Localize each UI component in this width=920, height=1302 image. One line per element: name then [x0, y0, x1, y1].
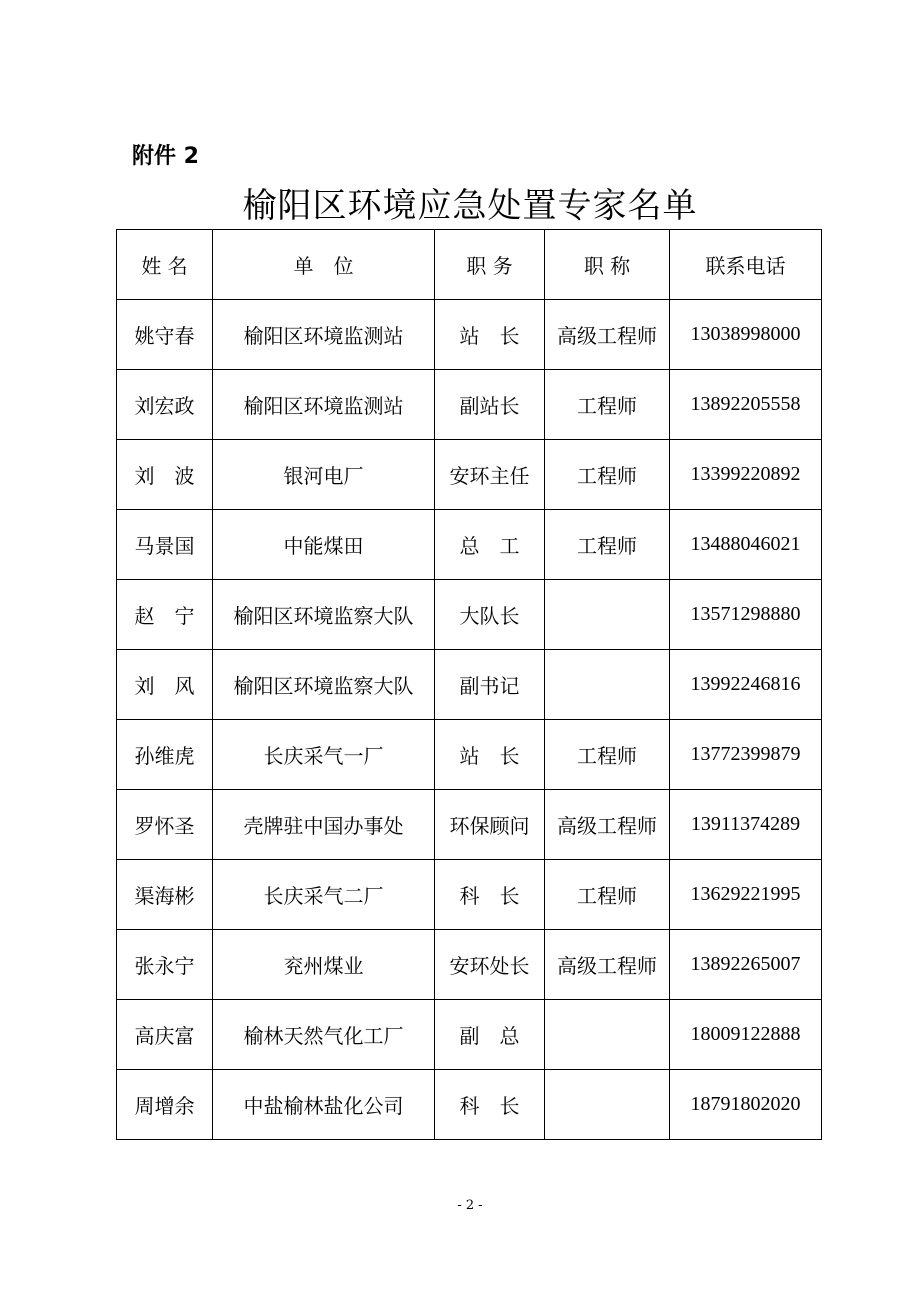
cell-unit: 榆阳区环境监察大队	[213, 580, 435, 650]
expert-table	[116, 229, 822, 1140]
page-number: - 2 -	[457, 1198, 483, 1213]
cell-unit: 榆林天然气化工厂	[213, 1000, 435, 1070]
header-unit: 单 位	[213, 230, 435, 300]
table-row	[117, 300, 822, 370]
attachment-label: 附件 2	[132, 144, 199, 169]
cell-name: 姚守春	[117, 300, 213, 370]
cell-duty: 科 长	[435, 1070, 545, 1140]
cell-name: 刘宏政	[117, 370, 213, 440]
cell-title	[545, 650, 670, 720]
cell-unit: 兖州煤业	[213, 930, 435, 1000]
table-row	[117, 790, 822, 860]
cell-title: 高级工程师	[545, 930, 670, 1000]
table-row	[117, 1000, 822, 1070]
header-duty: 职 务	[435, 230, 545, 300]
cell-title	[545, 580, 670, 650]
cell-name: 罗怀圣	[117, 790, 213, 860]
cell-title: 工程师	[545, 860, 670, 930]
cell-unit: 中盐榆林盐化公司	[213, 1070, 435, 1140]
cell-duty: 站 长	[435, 720, 545, 790]
cell-title: 工程师	[545, 370, 670, 440]
cell-duty: 安环处长	[435, 930, 545, 1000]
cell-phone: 13772399879	[670, 720, 822, 790]
document-title: 榆阳区环境应急处置专家名单	[242, 186, 698, 226]
cell-duty: 副站长	[435, 370, 545, 440]
cell-title: 工程师	[545, 440, 670, 510]
cell-title	[545, 1000, 670, 1070]
table-header-row	[117, 230, 822, 300]
cell-duty: 环保顾问	[435, 790, 545, 860]
cell-unit: 长庆采气二厂	[213, 860, 435, 930]
cell-name: 高庆富	[117, 1000, 213, 1070]
cell-unit: 中能煤田	[213, 510, 435, 580]
table-row	[117, 370, 822, 440]
cell-name: 渠海彬	[117, 860, 213, 930]
cell-duty: 总 工	[435, 510, 545, 580]
cell-duty: 副 总	[435, 1000, 545, 1070]
cell-unit: 榆阳区环境监测站	[213, 300, 435, 370]
cell-title: 工程师	[545, 510, 670, 580]
cell-duty: 大队长	[435, 580, 545, 650]
cell-phone: 13629221995	[670, 860, 822, 930]
cell-name: 刘 波	[117, 440, 213, 510]
cell-phone: 13488046021	[670, 510, 822, 580]
cell-unit: 银河电厂	[213, 440, 435, 510]
cell-phone: 13571298880	[670, 580, 822, 650]
header-phone: 联系电话	[670, 230, 822, 300]
table-row	[117, 510, 822, 580]
cell-unit: 壳牌驻中国办事处	[213, 790, 435, 860]
cell-title: 高级工程师	[545, 300, 670, 370]
cell-unit: 榆阳区环境监察大队	[213, 650, 435, 720]
cell-title: 高级工程师	[545, 790, 670, 860]
header-name: 姓 名	[117, 230, 213, 300]
cell-title	[545, 1070, 670, 1140]
cell-phone: 13992246816	[670, 650, 822, 720]
table-row	[117, 650, 822, 720]
cell-phone: 13399220892	[670, 440, 822, 510]
cell-title: 工程师	[545, 720, 670, 790]
table-row	[117, 720, 822, 790]
cell-name: 孙维虎	[117, 720, 213, 790]
cell-unit: 长庆采气一厂	[213, 720, 435, 790]
cell-phone: 18791802020	[670, 1070, 822, 1140]
table-row	[117, 860, 822, 930]
cell-duty: 安环主任	[435, 440, 545, 510]
table-row	[117, 930, 822, 1000]
cell-name: 马景国	[117, 510, 213, 580]
cell-duty: 科 长	[435, 860, 545, 930]
table-row	[117, 1070, 822, 1140]
table-row	[117, 580, 822, 650]
cell-phone: 13892265007	[670, 930, 822, 1000]
cell-duty: 站 长	[435, 300, 545, 370]
cell-name: 张永宁	[117, 930, 213, 1000]
cell-phone: 13911374289	[670, 790, 822, 860]
cell-phone: 18009122888	[670, 1000, 822, 1070]
table-row	[117, 440, 822, 510]
cell-phone: 13038998000	[670, 300, 822, 370]
cell-name: 周增余	[117, 1070, 213, 1140]
header-title: 职 称	[545, 230, 670, 300]
cell-duty: 副书记	[435, 650, 545, 720]
cell-unit: 榆阳区环境监测站	[213, 370, 435, 440]
cell-name: 赵 宁	[117, 580, 213, 650]
cell-name: 刘 风	[117, 650, 213, 720]
cell-phone: 13892205558	[670, 370, 822, 440]
